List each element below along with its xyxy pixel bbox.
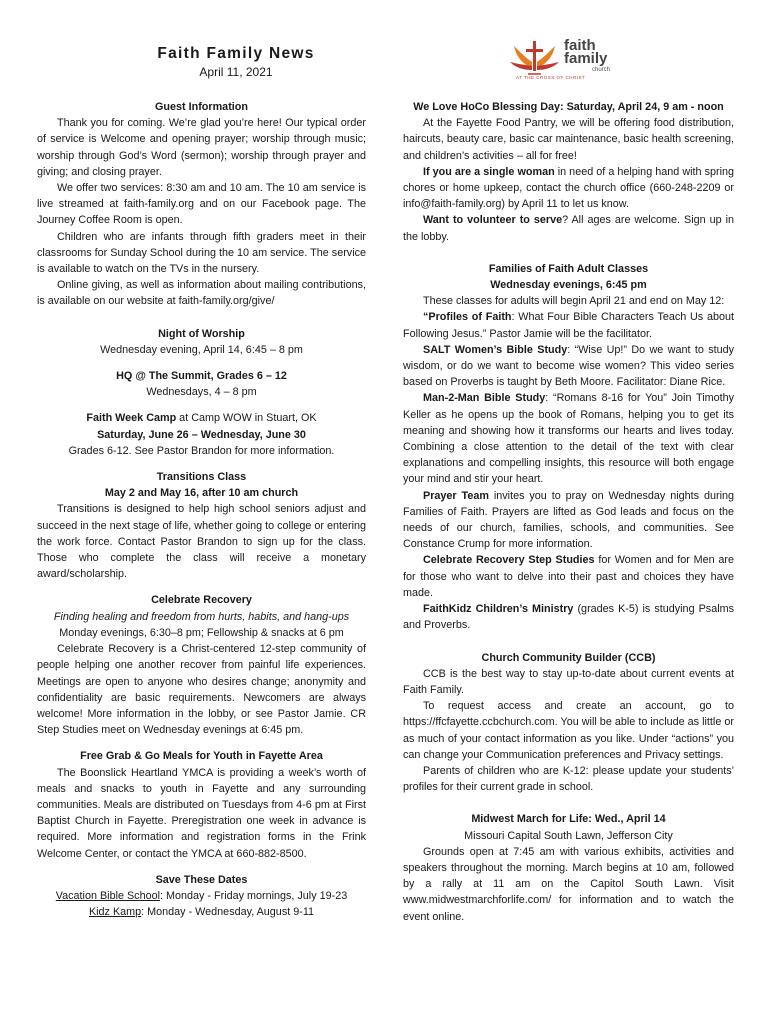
hq-summit-heading: HQ @ The Summit, Grades 6 – 12: [116, 370, 287, 383]
cr-step-studies-text: for Women and for Men are for those who want to delve into their past and choices they have made.: [403, 554, 735, 599]
hoco-paragraph: At the Fayette Food Pantry, we will be offering food distribution, haircuts, beauty care, basic car maintenance, basic health screening, and children’s activities – all for free!: [403, 117, 734, 162]
families-of-faith-heading: Families of Faith Adult Classes: [488, 262, 649, 275]
guest-info-paragraph: Thank you for coming. We’re glad you’re here! Our typical order of service is Welcome and opening prayer; worship through music; worship through God’s Word (sermon); worship through prayer and giving; and closing prayer.: [37, 117, 366, 178]
vbs-label: Vacation Bible School: [55, 889, 160, 902]
logo-tagline: AT THE CROSS OF CHRIST: [516, 75, 586, 80]
newsletter-header: [30, 38, 740, 88]
faithkidz-title: FaithKidz Children’s Ministry: [423, 603, 574, 616]
ccb-paragraph-3: Parents of children who are K-12: please update your students’ profiles for their current grade in school.: [403, 764, 734, 794]
services-paragraph: We offer two services: 8:30 am and 10 am. The 10 am service is live streamed at faith-family.org and on our Facebook page. The Journey Coffee Room is open.: [37, 182, 366, 227]
ccb-paragraph-2: To request access and create an account, go to https://ffcfayette.ccbchurch.com. You will be able to include as little or as much of your contact information as you like. Under “actions” you can change your Communication preferences and Privacy settings.: [403, 700, 734, 761]
faith-week-camp-title: Faith Week Camp: [86, 412, 177, 425]
volunteer-text: ? All ages are welcome. Sign up in the lobby.: [403, 214, 734, 243]
families-of-faith-time: Wednesday evenings, 6:45 pm: [490, 279, 647, 292]
celebrate-recovery-times: Monday evenings, 6:30–8 pm; Fellowship & snacks at 6 pm: [59, 626, 344, 639]
night-of-worship-time: Wednesday evening, April 14, 6:45 – 8 pm: [100, 343, 303, 356]
cross-flame-logo-icon: [508, 38, 562, 78]
single-woman-paragraph: [403, 164, 734, 213]
celebrate-recovery-paragraph: Celebrate Recovery is a Christ-centered 12-step community of people helping one another recover from painful life experiences. Meetings are open to anyone who desires change; anonymity and confidentiality are basic requirements. Newcomers are always welcome! More information in the lobby, or see Pastor Jamie. CR Step Studies meet on Wednesday evenings at 6:45 pm.: [37, 643, 366, 737]
online-giving-paragraph: Online giving, as well as information about mailing contributions, is available on our website at faith-family.org/give/: [37, 279, 366, 308]
faith-week-camp-info: Grades 6-12. See Pastor Brandon for more information.: [68, 444, 335, 457]
save-dates-heading: Save These Dates: [155, 873, 248, 886]
faithkidz-text: (grades K-5) is studying Psalms and Proverbs.: [403, 603, 734, 632]
single-woman-text: in need of a helping hand with spring chores or home upkeep, contact the church office (660-248-2209 or info@faith-family.org) by April 11 to let us know.: [403, 165, 734, 211]
vbs-dates: : Monday - Friday mornings, July 19-23: [160, 889, 348, 902]
prayer-team-class: [403, 488, 734, 553]
faith-week-camp: [37, 410, 366, 426]
kidz-kamp-dates: : Monday - Wednesday, August 9-11: [141, 906, 315, 919]
man-2-man-class: [403, 390, 734, 487]
salt-bible-study-class: [403, 342, 734, 391]
man-2-man-text: : “Romans 8-16 for You” Join Timothy Keller as he opens up the book of Romans, helping you to get its meaning and showing how it transforms our hearts and lives today. Combining a close attention to the detail of the text with clear explanations and compelling insights, this resource will both engage your mind and stir your heart.: [403, 392, 735, 486]
salt-bible-study-text: : “Wise Up!” Do we want to study wisdom, or do we want to become wise women? This video series based on Proverbs is taught by Beth Moore. Facilitator: Diane Rice.: [403, 343, 734, 389]
man-2-man-title: Man-2-Man Bible Study: [423, 392, 546, 405]
march-for-life-location: Missouri Capital South Lawn, Jefferson City: [464, 829, 673, 842]
prayer-team-text: invites you to pray on Wednesday nights during Families of Faith. Prayers are lifted as God leads and focus on the needs of our church, families, schools, and communities. See Constance Crump for more information.: [403, 489, 734, 551]
march-for-life-heading: Midwest March for Life: Wed., April 14: [471, 813, 666, 826]
free-meals-heading: Free Grab & Go Meals for Youth in Fayette Area: [80, 750, 323, 763]
volunteer-bold: Want to volunteer to serve: [423, 214, 563, 227]
faith-week-camp-location: at Camp WOW in Stuart, OK: [176, 412, 317, 425]
logo-word-church: church: [592, 67, 611, 73]
families-of-faith-intro: These classes for adults will begin April 21 and end on May 12:: [423, 295, 725, 308]
profiles-of-faith-class: [403, 309, 734, 341]
single-woman-bold: If you are a single woman: [423, 165, 555, 178]
celebrate-recovery-heading: Celebrate Recovery: [151, 594, 252, 607]
right-column: [403, 99, 734, 925]
night-of-worship-heading: Night of Worship: [158, 327, 245, 340]
volunteer-paragraph: [403, 212, 734, 244]
cr-step-studies-title: Celebrate Recovery Step Studies: [423, 554, 595, 567]
faith-week-camp-dates: Saturday, June 26 – Wednesday, June 30: [97, 428, 306, 441]
kidz-kamp-label: Kidz Kamp: [88, 906, 142, 919]
hq-summit-time: Wednesdays, 4 – 8 pm: [146, 386, 257, 399]
celebrate-recovery-subtitle: Finding healing and freedom from hurts, habits, and hang-ups: [53, 610, 350, 623]
profiles-of-faith-title: “Profiles of Faith: [423, 311, 512, 324]
transitions-heading: Transitions Class: [156, 471, 247, 484]
left-column: [37, 99, 366, 920]
salt-bible-study-title: SALT Women’s Bible Study: [423, 343, 568, 356]
transitions-paragraph: Transitions is designed to help high school seniors adjust and succeed in the next stage of life, whether going to college or entering the work force. Contact Pastor Brandon to sign up for the class. Those who complete the class will receive a monetary award/scholarship.: [37, 503, 366, 581]
cr-step-studies-class: [403, 552, 734, 601]
newsletter-date: April 11, 2021: [199, 65, 273, 79]
guest-info-heading: Guest Information: [155, 101, 248, 113]
march-for-life-paragraph: Grounds open at 7:45 am with various exhibits, activities and speakers throughout the morning. March begins at 10 am, followed by a rally at 11 am on the Capitol South Lawn. Visit www.midwestmarchforlife.com/ for information and to watch the event online.: [403, 845, 734, 923]
children-paragraph: Children who are infants through fifth graders meet in their classrooms for Sunday School during the 10 am service. The service is available to watch on the TVs in the nursery.: [37, 230, 366, 276]
prayer-team-title: Prayer Team: [423, 489, 489, 502]
logo-word-faith: faith: [564, 37, 596, 54]
free-meals-paragraph: The Boonslick Heartland YMCA is providing a week’s worth of meals and snacks to youth in Fayette and any surrounding communities. Meals are distributed on Tuesdays from 4-6 pm at First Baptist Church in Fayette. Preregistration one week in advance is required. More information and registration forms in the Frink Welcome Center, or contact the YMCA at 660-882-8500.: [37, 766, 366, 860]
ccb-paragraph-1: CCB is the best way to stay up-to-date about current events at Faith Family.: [403, 667, 734, 696]
logo-word-family: family: [564, 50, 608, 67]
profiles-of-faith-text: : What Four Bible Characters Teach Us about Following Jesus.” Pastor Jamie will be the facilitator.: [403, 311, 734, 340]
transitions-dates: May 2 and May 16, after 10 am church: [104, 487, 299, 500]
ccb-heading: Church Community Builder (CCB): [481, 651, 656, 664]
hoco-heading: We Love HoCo Blessing Day: Saturday, April 24, 9 am - noon: [413, 101, 724, 113]
kidz-kamp-line: [37, 904, 366, 920]
faithkidz-class: [403, 601, 734, 633]
vbs-line: [37, 888, 366, 904]
church-logo: [508, 38, 648, 84]
newsletter-title: Faith Family News: [157, 45, 315, 62]
